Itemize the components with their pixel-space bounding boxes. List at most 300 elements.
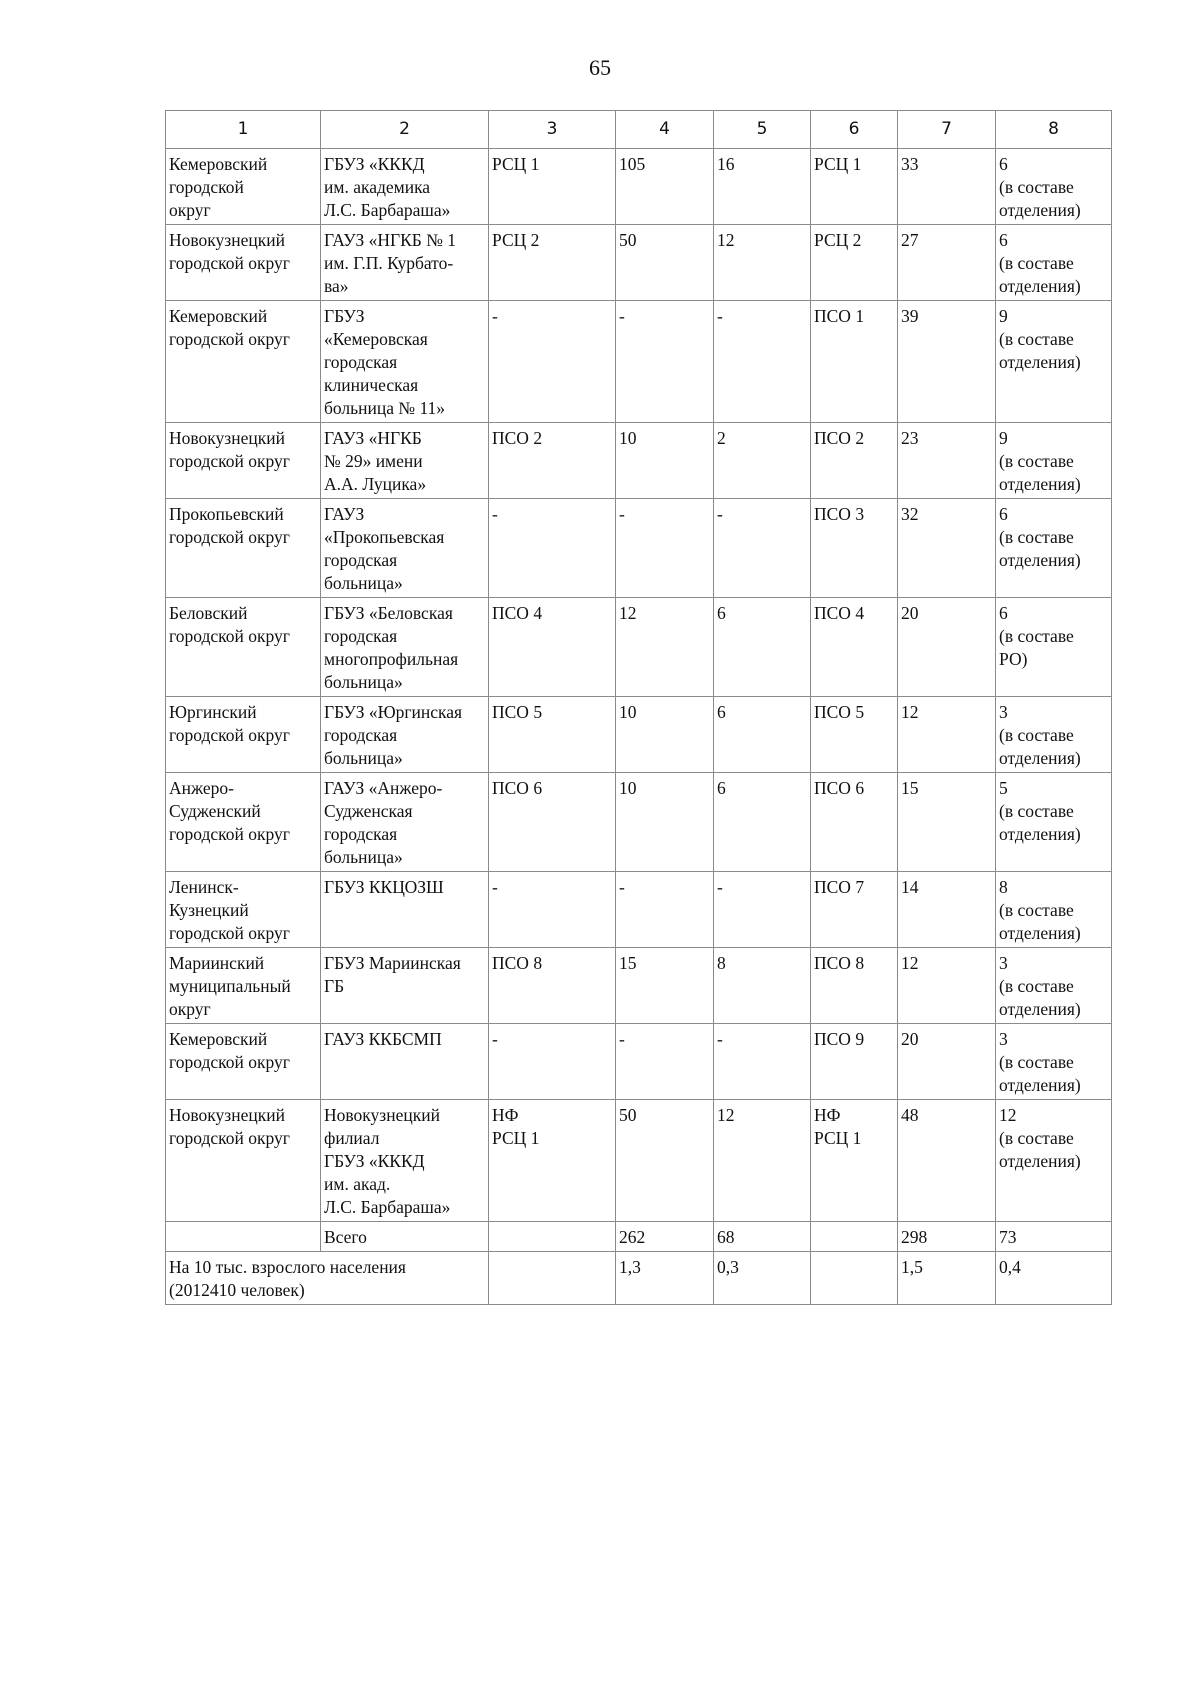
table-cell [489,1252,616,1305]
cell-text-line: ПСО 7 [814,877,865,897]
table-cell [898,301,996,423]
cell-text-line: - [492,877,498,897]
cell-text-line: ПСО 6 [492,778,543,798]
cell-text-line: муниципальный [169,976,291,996]
cell-text-line: (в составе [999,1128,1074,1148]
table-cell [321,149,489,225]
cell-text-line: «Кемеровская [324,329,428,349]
cell-text-line: ПСО 9 [814,1029,865,1049]
table-cell [811,499,898,598]
cell-text-line: ПСО 1 [814,306,865,326]
cell-text-line: Кемеровский [169,1029,268,1049]
cell-text-line: Судженский [169,801,261,821]
table-cell [166,225,321,301]
cell-text-line: Мариинский [169,953,265,973]
table-cell [811,1100,898,1222]
cell-text-line: (в составе [999,1052,1074,1072]
table-cell [616,1024,714,1100]
cell-text-line: Анжеро- [169,778,234,798]
cell-text-line: РО) [999,649,1028,669]
table-cell [489,499,616,598]
table-cell [616,697,714,773]
cell-text-line: ГАУЗ ККБСМП [324,1029,442,1049]
table-cell: 298 [898,1222,996,1252]
table-cell [489,301,616,423]
cell-text-line: ГАУЗ «НГКБ [324,428,422,448]
cell-text-line: им. академика [324,177,431,197]
table-cell [714,423,811,499]
cell-text-line: - [619,1029,625,1049]
table-cell [616,149,714,225]
table-cell [898,1024,996,1100]
cell-text-line: РСЦ 1 [492,154,540,174]
cell-text-line: Ленинск- [169,877,239,897]
cell-text-line: ПСО 6 [814,778,865,798]
cell-text-line: 48 [901,1105,919,1125]
per-capita-row [166,1252,1112,1305]
cell-text-line: ГАУЗ «НГКБ № 1 [324,230,457,250]
cell-text-line: отделения) [999,1151,1081,1171]
total-empty-cell [166,1222,321,1252]
table-cell [321,598,489,697]
table-cell [616,598,714,697]
cell-text-line: 15 [901,778,919,798]
cell-text-line: ГБУЗ «КККД [324,1151,425,1171]
cell-text-line: отделения) [999,748,1081,768]
cell-text-line: 15 [619,953,637,973]
table-cell [811,225,898,301]
table-cell [321,697,489,773]
cell-text-line: ПСО 2 [492,428,543,448]
cell-text-line: 12 [901,702,919,722]
table-cell [811,1222,898,1252]
cell-text-line: (в составе [999,177,1074,197]
cell-text-line: (в составе [999,900,1074,920]
cell-text-line: больница» [324,748,403,768]
table-cell [489,149,616,225]
column-header: 4 [616,111,714,149]
table-cell [996,948,1112,1024]
cell-text-line: городской округ [169,626,290,646]
cell-text-line: городская [324,550,398,570]
cell-text-line: городской округ [169,824,290,844]
cell-text-line: 105 [619,154,646,174]
per-capita-label [166,1252,489,1305]
cell-text-line: городская [324,725,398,745]
cell-text-line: (в составе [999,725,1074,745]
cell-text-line: Новокузнецкий [169,428,285,448]
table-cell [616,773,714,872]
cell-text-line: ПСО 8 [492,953,543,973]
cell-text-line: Л.С. Барбараша» [324,200,451,220]
cell-text-line: НФ [492,1105,519,1125]
table-cell: 0,3 [714,1252,811,1305]
table-cell [166,499,321,598]
cell-text-line: 12 [999,1105,1017,1125]
table-cell [898,499,996,598]
table-row [166,697,1112,773]
cell-text-line: 10 [619,702,637,722]
cell-text-line: (в составе [999,801,1074,821]
cell-text-line: Беловский [169,603,248,623]
table-cell [714,1100,811,1222]
cell-text-line: отделения) [999,999,1081,1019]
cell-text-line: - [717,306,723,326]
cell-text-line: филиал [324,1128,380,1148]
table-cell [321,499,489,598]
cell-text-line: им. акад. [324,1174,391,1194]
cell-text-line: - [492,504,498,524]
table-cell [321,1100,489,1222]
table-cell [616,301,714,423]
cell-text-line: 6 [717,603,726,623]
cell-text-line: РСЦ 1 [814,154,862,174]
cell-text-line: 12 [717,230,735,250]
cell-text-line: 23 [901,428,919,448]
table-cell [166,598,321,697]
cell-text-line: (в составе [999,329,1074,349]
cell-text-line: городской округ [169,527,290,547]
cell-text-line: городская [324,824,398,844]
cell-text-line: округ [169,999,211,1019]
table-cell [811,1024,898,1100]
table-cell [996,423,1112,499]
cell-text-line: 50 [619,1105,637,1125]
cell-text-line: 6 [717,702,726,722]
cell-text-line: больница» [324,573,403,593]
total-label: Всего [321,1222,489,1252]
cell-text-line: - [492,306,498,326]
table-cell [489,872,616,948]
cell-text-line: 20 [901,603,919,623]
cell-text-line: 8 [999,877,1008,897]
table-cell [996,301,1112,423]
cell-text-line: отделения) [999,474,1081,494]
cell-text-line: отделения) [999,923,1081,943]
cell-text-line: отделения) [999,276,1081,296]
table-row [166,423,1112,499]
table-cell [616,499,714,598]
table-cell [321,301,489,423]
cell-text-line: НФ [814,1105,841,1125]
table-cell [811,598,898,697]
table-cell [898,697,996,773]
table-cell [996,697,1112,773]
table-cell: 0,4 [996,1252,1112,1305]
column-header: 6 [811,111,898,149]
table-cell [166,423,321,499]
cell-text-line: «Прокопьевская [324,527,445,547]
table-cell [714,872,811,948]
cell-text-line: ПСО 4 [492,603,543,623]
cell-text-line: 3 [999,702,1008,722]
table-cell [714,1024,811,1100]
cell-text-line: городской округ [169,1052,290,1072]
table-cell [898,225,996,301]
table-cell [811,773,898,872]
cell-text-line: - [717,877,723,897]
cell-text-line: - [492,1029,498,1049]
table-cell [489,598,616,697]
table-cell [898,598,996,697]
column-header: 8 [996,111,1112,149]
cell-text-line: Юргинский [169,702,257,722]
cell-text-line: 9 [999,428,1008,448]
cell-text-line: 8 [717,953,726,973]
cell-text-line: ГАУЗ [324,504,365,524]
table-cell [898,872,996,948]
table-cell [489,225,616,301]
cell-text-line: многопрофильная [324,649,459,669]
cell-text-line: (в составе [999,626,1074,646]
cell-text-line: 3 [999,953,1008,973]
cell-text-line: городской округ [169,725,290,745]
table-cell [714,499,811,598]
cell-text-line: ПСО 2 [814,428,865,448]
table-cell [811,301,898,423]
cell-text-line: городской округ [169,1128,290,1148]
table-row [166,301,1112,423]
table-cell [714,301,811,423]
cell-text-line: 3 [999,1029,1008,1049]
cell-text-line: им. Г.П. Курбато- [324,253,454,273]
table-row [166,225,1112,301]
cell-text-line: 6 [999,603,1008,623]
cell-text-line: ПСО 5 [814,702,865,722]
cell-text-line: Судженская [324,801,413,821]
cell-text-line: РСЦ 2 [492,230,540,250]
per-capita-label-line: (2012410 человек) [169,1280,305,1300]
cell-text-line: РСЦ 1 [492,1128,540,1148]
table-summary [166,1222,1112,1305]
table-cell [489,423,616,499]
table-cell [996,773,1112,872]
cell-text-line: отделения) [999,824,1081,844]
table-cell: 68 [714,1222,811,1252]
cell-text-line: ПСО 5 [492,702,543,722]
cell-text-line: городской округ [169,451,290,471]
table-cell [616,872,714,948]
cell-text-line: городской [169,177,244,197]
table-cell: 1,5 [898,1252,996,1305]
cell-text-line: ГБУЗ «Беловская [324,603,453,623]
table-cell [321,225,489,301]
cell-text-line: А.А. Луцика» [324,474,427,494]
column-header: 7 [898,111,996,149]
cell-text-line: (в составе [999,253,1074,273]
cell-text-line: 10 [619,428,637,448]
cell-text-line: РСЦ 1 [814,1128,862,1148]
cell-text-line: 12 [717,1105,735,1125]
table-cell [714,948,811,1024]
cell-text-line: (в составе [999,976,1074,996]
table-cell [166,1100,321,1222]
table-cell [811,1252,898,1305]
table-cell [898,948,996,1024]
table-cell [714,697,811,773]
cell-text-line: ГБУЗ «КККД [324,154,425,174]
cell-text-line: ПСО 4 [814,603,865,623]
table-cell [321,872,489,948]
table-row [166,872,1112,948]
table-cell [811,697,898,773]
table-cell [996,225,1112,301]
table-cell [166,301,321,423]
cell-text-line: 6 [999,230,1008,250]
cell-text-line: городская [324,626,398,646]
table-body [166,149,1112,1222]
cell-text-line: 20 [901,1029,919,1049]
table-cell [321,773,489,872]
cell-text-line: ГБУЗ ККЦОЗШ [324,877,444,897]
table-cell: 1,3 [616,1252,714,1305]
table-row [166,773,1112,872]
table-cell [489,697,616,773]
table-cell [811,872,898,948]
table-cell [616,225,714,301]
cell-text-line: отделения) [999,550,1081,570]
table-cell [166,1024,321,1100]
per-capita-label-line: На 10 тыс. взрослого населения [169,1257,406,1277]
cell-text-line: 6 [717,778,726,798]
cell-text-line: - [717,504,723,524]
table-cell [996,1024,1112,1100]
table-cell [489,1100,616,1222]
cell-text-line: больница» [324,847,403,867]
cell-text-line: 14 [901,877,919,897]
table-cell [321,423,489,499]
table-cell [166,872,321,948]
table-cell [996,598,1112,697]
cell-text-line: городская [324,352,398,372]
cell-text-line: Кузнецкий [169,900,249,920]
cell-text-line: Новокузнецкий [324,1105,440,1125]
table-row [166,948,1112,1024]
table-cell [714,225,811,301]
table-cell [489,1222,616,1252]
table-row [166,1100,1112,1222]
table-cell [898,773,996,872]
column-header: 1 [166,111,321,149]
page-number: 65 [589,55,611,80]
table-cell [616,948,714,1024]
cell-text-line: 50 [619,230,637,250]
cell-text-line: - [717,1029,723,1049]
cell-text-line: клиническая [324,375,419,395]
cell-text-line: - [619,877,625,897]
table-cell [898,1100,996,1222]
cell-text-line: ва» [324,276,349,296]
table-cell [898,149,996,225]
cell-text-line: 2 [717,428,726,448]
cell-text-line: округ [169,200,211,220]
cell-text-line: (в составе [999,527,1074,547]
table-row [166,598,1112,697]
cell-text-line: больница» [324,672,403,692]
column-header: 3 [489,111,616,149]
cell-text-line: 39 [901,306,919,326]
cell-text-line: ПСО 8 [814,953,865,973]
table-cell [166,149,321,225]
table-cell: 73 [996,1222,1112,1252]
table-cell [714,149,811,225]
table-cell [714,598,811,697]
table-cell [489,773,616,872]
table-cell [616,423,714,499]
table-cell [996,872,1112,948]
cell-text-line: 33 [901,154,919,174]
cell-text-line: Кемеровский [169,154,268,174]
table-cell [616,1100,714,1222]
table-cell [321,948,489,1024]
table-cell [996,1100,1112,1222]
cell-text-line: Кемеровский [169,306,268,326]
total-row [166,1222,1112,1252]
table-cell [166,948,321,1024]
cell-text-line: № 29» имени [324,451,423,471]
cell-text-line: Прокопьевский [169,504,284,524]
table-row [166,149,1112,225]
cell-text-line: ГБ [324,976,345,996]
table-cell [714,773,811,872]
cell-text-line: (в составе [999,451,1074,471]
cell-text-line: 27 [901,230,919,250]
table-cell [811,423,898,499]
cell-text-line: ГБУЗ «Юргинская [324,702,463,722]
table-cell [489,1024,616,1100]
cell-text-line: 9 [999,306,1008,326]
table-cell [166,697,321,773]
cell-text-line: 16 [717,154,735,174]
cell-text-line: Л.С. Барбараша» [324,1197,451,1217]
cell-text-line: 5 [999,778,1008,798]
data-table [165,110,1112,1305]
cell-text-line: городской округ [169,253,290,273]
cell-text-line: 10 [619,778,637,798]
column-header: 5 [714,111,811,149]
cell-text-line: 12 [901,953,919,973]
cell-text-line: ГБУЗ Мариинская [324,953,461,973]
table-cell [898,423,996,499]
cell-text-line: - [619,504,625,524]
cell-text-line: 32 [901,504,919,524]
cell-text-line: - [619,306,625,326]
table-cell [166,773,321,872]
table-row [166,499,1112,598]
column-header: 2 [321,111,489,149]
table-cell [996,149,1112,225]
table-header-row [166,111,1112,149]
table-cell [321,1024,489,1100]
cell-text-line: 6 [999,504,1008,524]
table-cell [811,948,898,1024]
cell-text-line: РСЦ 2 [814,230,862,250]
cell-text-line: ГАУЗ «Анжеро- [324,778,443,798]
table-cell [996,499,1112,598]
table-cell [811,149,898,225]
cell-text-line: отделения) [999,352,1081,372]
cell-text-line: отделения) [999,1075,1081,1095]
cell-text-line: ПСО 3 [814,504,865,524]
cell-text-line: Новокузнецкий [169,1105,285,1125]
cell-text-line: 12 [619,603,637,623]
cell-text-line: ГБУЗ [324,306,365,326]
table-row [166,1024,1112,1100]
cell-text-line: городской округ [169,329,290,349]
cell-text-line: больница № 11» [324,398,446,418]
cell-text-line: отделения) [999,200,1081,220]
table-cell: 262 [616,1222,714,1252]
